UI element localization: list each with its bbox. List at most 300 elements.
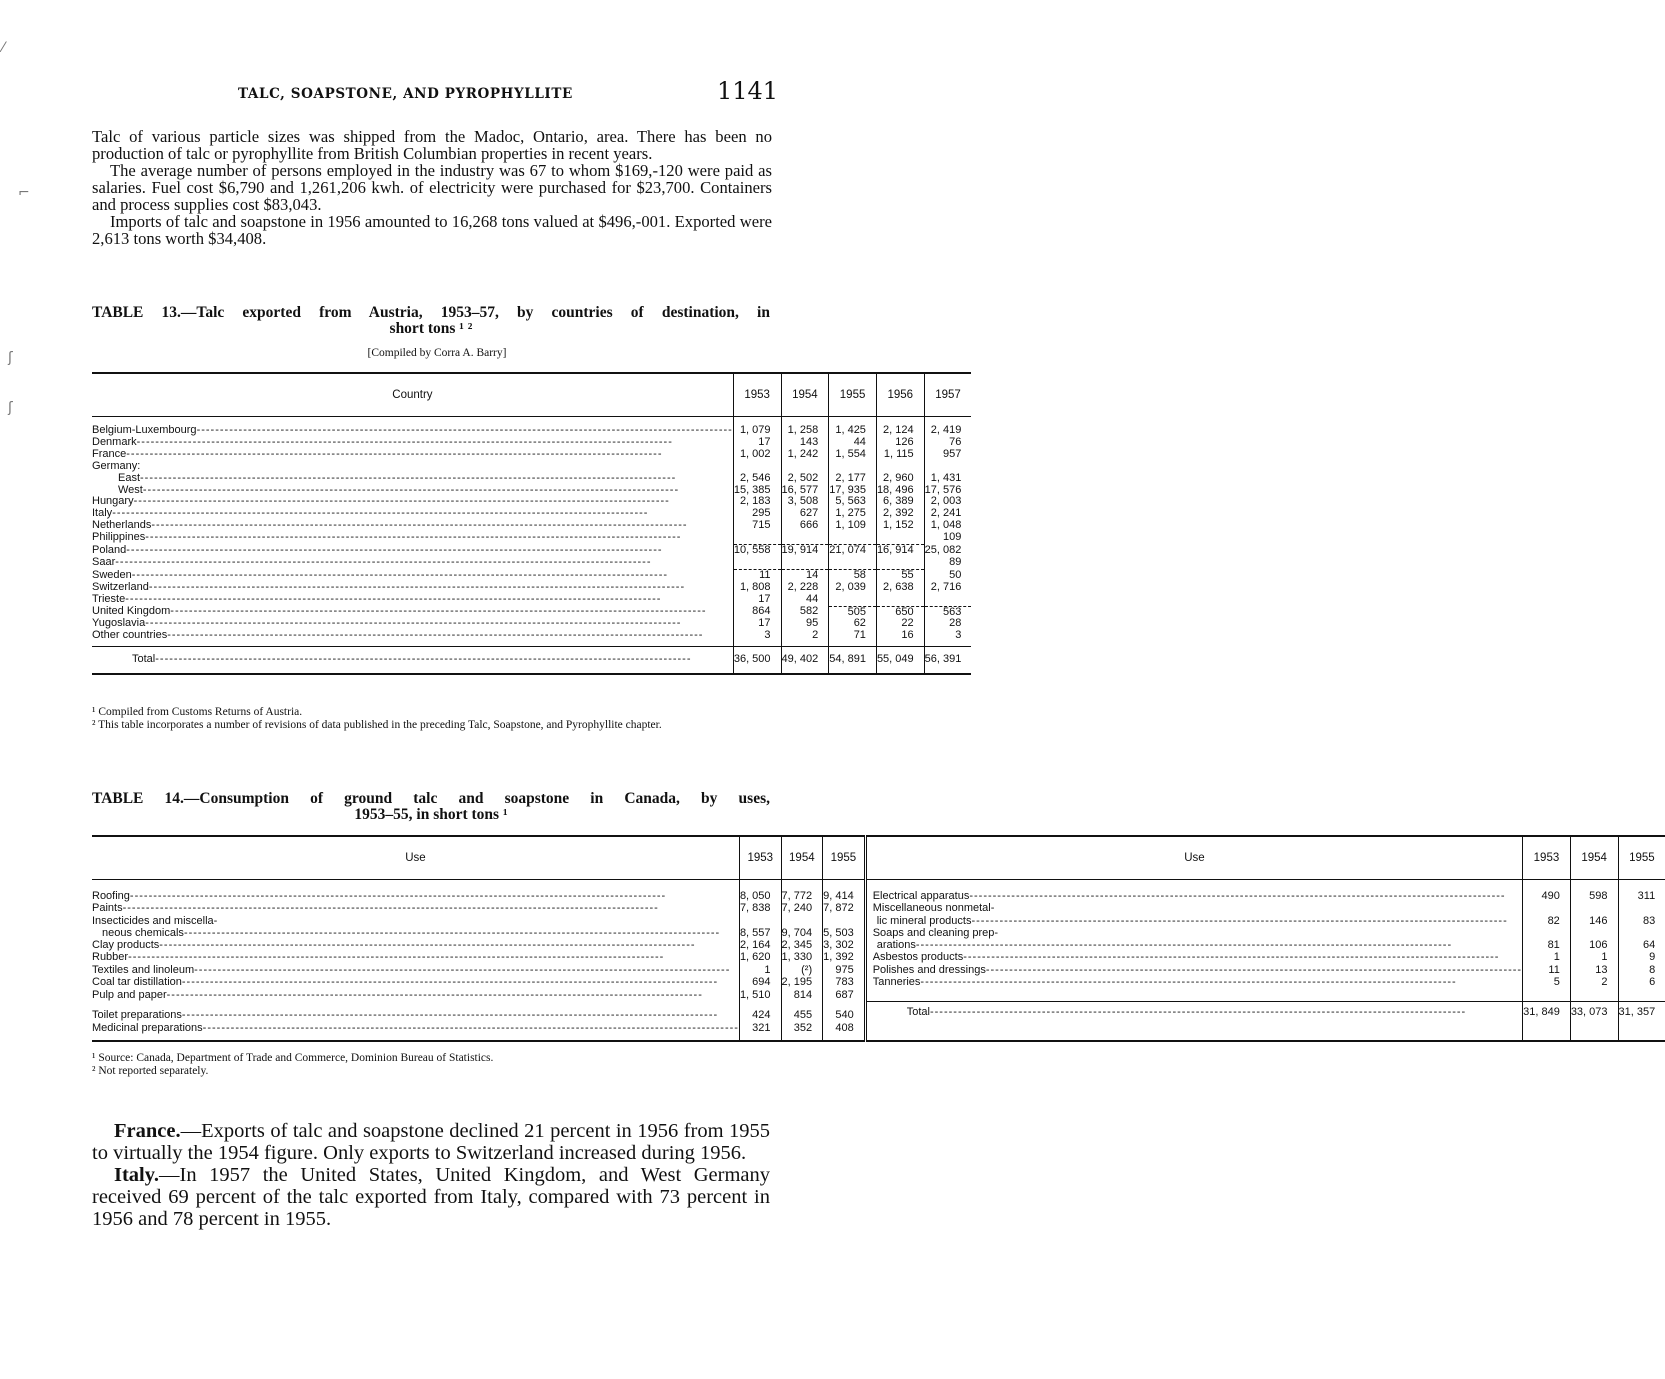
- value-cell: [1570, 902, 1618, 914]
- value-cell: 16: [876, 630, 924, 642]
- value-cell: 19, 914: [781, 545, 829, 557]
- row-label-text: lic mineral products: [876, 914, 972, 927]
- value-cell: 44: [829, 437, 877, 449]
- table13: [92, 372, 971, 675]
- value-cell: [733, 557, 781, 569]
- total-label: [92, 647, 733, 675]
- row-label-text: Saar: [92, 556, 116, 569]
- row-label-text: Belgium-Luxembourg: [92, 424, 197, 436]
- value-cell: 408: [823, 1022, 866, 1034]
- row-label: [92, 927, 739, 939]
- dot-leader: [115, 557, 733, 569]
- value-cell: 975: [823, 964, 866, 976]
- table-row: [92, 915, 1665, 927]
- row-label: [92, 964, 739, 976]
- footnote: ² Not reported separately.: [92, 1064, 209, 1077]
- value-cell: [1570, 927, 1618, 939]
- value-cell: 563: [924, 606, 971, 618]
- row-label-text: Yugoslavia: [92, 617, 146, 630]
- column-header: 1953: [1523, 836, 1571, 880]
- value-cell: 16, 577: [781, 485, 829, 497]
- value-cell: [739, 915, 781, 927]
- spacer-cell: [739, 1034, 781, 1041]
- row-label: [92, 532, 733, 544]
- footnote: ¹ Source: Canada, Department of Trade and Commerce, Dominion Bureau of Statistics.: [92, 1052, 494, 1064]
- value-cell: 3: [733, 630, 781, 642]
- value-cell: 95: [781, 618, 829, 630]
- value-cell: 540: [823, 1001, 866, 1022]
- row-label-text: neous chemicals: [102, 926, 184, 939]
- row-label-text: Insecticides and miscella-: [92, 914, 218, 927]
- value-cell: 22: [876, 618, 924, 630]
- france-heading: France.: [114, 1120, 181, 1142]
- spacer-cell: [865, 880, 1522, 891]
- value-cell: 2, 546: [733, 473, 781, 485]
- value-cell: 17: [733, 618, 781, 630]
- value-cell: 10, 558: [733, 545, 781, 557]
- row-label: [865, 927, 1522, 939]
- dot-leader: [155, 654, 733, 666]
- value-cell: 1: [1523, 951, 1571, 963]
- row-label-text: Paints: [92, 902, 123, 915]
- value-cell: 89: [924, 557, 971, 569]
- table-row: [92, 532, 971, 544]
- value-cell: 21, 074: [829, 545, 877, 557]
- value-cell: 1, 002: [733, 449, 781, 461]
- value-cell: 957: [924, 449, 971, 461]
- table-row: [92, 988, 1665, 1001]
- table13-caption: [92, 305, 770, 337]
- intro-paragraph: Talc of various particle sizes was shipped from the Madoc, Ontario, area. There has been no production of talc or pyrophyllite from British Columbian properties in recent years.: [92, 127, 772, 163]
- value-cell: [1618, 902, 1665, 914]
- table-row: [92, 630, 971, 642]
- row-label-text: Switzerland: [92, 580, 149, 593]
- value-cell: [1523, 988, 1571, 1001]
- spacer-row: [92, 1034, 1665, 1041]
- table-row: [92, 545, 971, 557]
- value-cell: 17: [733, 594, 781, 606]
- value-cell: 9, 704: [781, 927, 823, 939]
- row-label: [92, 520, 733, 532]
- value-cell: 321: [739, 1022, 781, 1034]
- value-cell: 1: [1570, 951, 1618, 963]
- column-header: 1955: [1618, 836, 1665, 880]
- value-cell: 1, 275: [829, 508, 877, 520]
- value-cell: 18, 496: [876, 485, 924, 497]
- value-cell: 2, 241: [924, 508, 971, 520]
- value-cell: [1523, 927, 1571, 939]
- value-cell: 598: [1570, 890, 1618, 902]
- value-cell: 2, 392: [876, 508, 924, 520]
- value-cell: 6, 389: [876, 496, 924, 508]
- column-header: 1955: [829, 373, 877, 417]
- footnote: ¹ Compiled from Customs Returns of Austria.: [92, 706, 303, 718]
- value-cell: [876, 461, 924, 473]
- value-cell: 5, 563: [829, 496, 877, 508]
- row-label: [92, 449, 733, 461]
- footnote: ² This table incorporates a number of revisions of data published in the preceding Talc, Soapstone, and Pyrophyllite chapter.: [92, 718, 662, 731]
- dot-leader: [971, 915, 1522, 927]
- row-label: [92, 557, 733, 569]
- row-label: [92, 902, 739, 914]
- value-cell: 1, 109: [829, 520, 877, 532]
- row-label-text: United Kingdom: [92, 605, 171, 618]
- dot-leader: [145, 532, 733, 544]
- value-cell: 352: [781, 1022, 823, 1034]
- row-label-text: Total: [132, 653, 156, 666]
- row-label-text: Italy: [92, 507, 113, 520]
- table13-header-row: [92, 373, 971, 417]
- row-label: [92, 594, 733, 606]
- value-cell: [829, 557, 877, 569]
- value-cell: 650: [876, 606, 924, 618]
- value-cell: 1, 152: [876, 520, 924, 532]
- value-cell: 143: [781, 437, 829, 449]
- spacer-cell: [823, 880, 866, 891]
- spacer-cell: [92, 880, 739, 891]
- value-cell: [1570, 1022, 1618, 1034]
- value-cell: 814: [781, 988, 823, 1001]
- value-cell: 82: [1523, 915, 1571, 927]
- dot-leader: [126, 545, 733, 557]
- spacer-cell: [781, 880, 823, 891]
- value-cell: 627: [781, 508, 829, 520]
- spacer-cell: [823, 1034, 866, 1041]
- value-cell: 17: [733, 437, 781, 449]
- spacer-cell: [1523, 1034, 1571, 1041]
- value-cell: 109: [924, 532, 971, 544]
- value-cell: 71: [829, 630, 877, 642]
- column-header: 1954: [1570, 836, 1618, 880]
- dot-leader: [182, 976, 739, 988]
- value-cell: [781, 532, 829, 544]
- margin-scan-mark: ⁄: [2, 40, 5, 56]
- row-label: [92, 473, 733, 485]
- value-cell: [1523, 1022, 1571, 1034]
- table-row: [92, 951, 1665, 963]
- table-row: [92, 927, 1665, 939]
- value-cell: (²): [781, 964, 823, 976]
- dot-leader: [194, 964, 739, 976]
- table14-caption-line1: TABLE 14.—Consumption of ground talc and soapstone in Canada, by uses,: [92, 790, 770, 807]
- dot-leader: [159, 939, 739, 951]
- table13-footnotes: [92, 706, 772, 731]
- spacer-cell: [865, 1034, 1522, 1041]
- value-cell: 6: [1618, 976, 1665, 988]
- value-cell: 49, 402: [781, 647, 829, 675]
- value-cell: 783: [823, 976, 866, 988]
- value-cell: 1, 431: [924, 473, 971, 485]
- value-cell: [1523, 902, 1571, 914]
- value-cell: 2, 638: [876, 582, 924, 594]
- spacer-cell: [92, 1034, 739, 1041]
- table-row: [92, 976, 1665, 988]
- table14-footnotes: [92, 1052, 772, 1077]
- margin-scan-mark: ʃ: [8, 400, 13, 416]
- value-cell: 106: [1570, 939, 1618, 951]
- value-cell: 5: [1523, 976, 1571, 988]
- value-cell: [876, 594, 924, 606]
- table-row: [92, 461, 971, 473]
- value-cell: 11: [1523, 964, 1571, 976]
- table-row: [92, 594, 971, 606]
- value-cell: [876, 557, 924, 569]
- value-cell: 2, 419: [924, 425, 971, 437]
- value-cell: 54, 891: [829, 647, 877, 675]
- value-cell: 295: [733, 508, 781, 520]
- value-cell: [823, 915, 866, 927]
- value-cell: 146: [1570, 915, 1618, 927]
- dot-leader: [126, 449, 733, 461]
- value-cell: 505: [829, 606, 877, 618]
- row-label: [92, 1001, 739, 1022]
- spacer-cell: [1523, 880, 1571, 891]
- value-cell: 1: [739, 964, 781, 976]
- spacer-row: [92, 880, 1665, 891]
- value-cell: [1618, 988, 1665, 1001]
- value-cell: 36, 500: [733, 647, 781, 675]
- table-row: [92, 449, 971, 461]
- value-cell: 2: [1570, 976, 1618, 988]
- table-row: [92, 582, 971, 594]
- dot-leader: [930, 1006, 1522, 1018]
- value-cell: 31, 357: [1618, 1001, 1665, 1022]
- column-header: 1953: [733, 373, 781, 417]
- value-cell: 3, 302: [823, 939, 866, 951]
- value-cell: 694: [739, 976, 781, 988]
- value-cell: 55: [876, 569, 924, 581]
- table-row: [92, 939, 1665, 951]
- row-label: [865, 890, 1522, 902]
- table14-header-row: [92, 836, 1665, 880]
- value-cell: [1618, 927, 1665, 939]
- value-cell: 17, 576: [924, 485, 971, 497]
- value-cell: 1, 392: [823, 951, 866, 963]
- row-label-text: Trieste: [92, 592, 126, 605]
- value-cell: 2, 195: [781, 976, 823, 988]
- table-row: [92, 902, 1665, 914]
- spacer-cell: [1570, 880, 1618, 891]
- row-label-text: Hungary: [92, 495, 134, 508]
- row-label: [92, 915, 739, 927]
- value-cell: 31, 849: [1523, 1001, 1571, 1022]
- column-header: 1956: [876, 373, 924, 417]
- value-cell: 25, 082: [924, 545, 971, 557]
- dot-leader: [182, 1009, 739, 1021]
- column-header: Country: [92, 373, 733, 417]
- dot-leader: [167, 989, 739, 1001]
- row-label-text: Medicinal preparations: [92, 1021, 203, 1034]
- value-cell: [781, 557, 829, 569]
- value-cell: 2, 177: [829, 473, 877, 485]
- value-cell: 2: [781, 630, 829, 642]
- value-cell: 2, 228: [781, 582, 829, 594]
- margin-scan-mark: ⌐: [18, 185, 30, 201]
- value-cell: 17, 935: [829, 485, 877, 497]
- table-row: [92, 1022, 1665, 1034]
- value-cell: 7, 772: [781, 890, 823, 902]
- value-cell: 55, 049: [876, 647, 924, 675]
- dot-leader: [132, 570, 733, 582]
- value-cell: 490: [1523, 890, 1571, 902]
- value-cell: 14: [781, 569, 829, 581]
- italy-heading: Italy.: [114, 1164, 159, 1186]
- row-label: [865, 976, 1522, 988]
- row-label-text: Tanneries: [872, 976, 921, 989]
- value-cell: 2, 003: [924, 496, 971, 508]
- row-label-text: West: [118, 483, 143, 496]
- value-cell: 2, 039: [829, 582, 877, 594]
- value-cell: 15, 385: [733, 485, 781, 497]
- value-cell: 8: [1618, 964, 1665, 976]
- value-cell: 1, 425: [829, 425, 877, 437]
- value-cell: 1, 048: [924, 520, 971, 532]
- row-label: [92, 1022, 739, 1034]
- value-cell: 666: [781, 520, 829, 532]
- row-label: [865, 902, 1522, 914]
- value-cell: 1, 554: [829, 449, 877, 461]
- value-cell: [924, 461, 971, 473]
- column-header: 1954: [781, 836, 823, 880]
- value-cell: 2, 502: [781, 473, 829, 485]
- value-cell: 7, 838: [739, 902, 781, 914]
- italy-text: —In 1957 the United States, United Kingdom, and West Germany received 69 percent of the talc exported from Italy, compared with 73 percent in 1956 and 78 percent in 1955.: [92, 1164, 770, 1230]
- spacer-cell: [1618, 1034, 1665, 1041]
- value-cell: 1, 242: [781, 449, 829, 461]
- value-cell: [924, 594, 971, 606]
- table-row: [92, 520, 971, 532]
- value-cell: [829, 532, 877, 544]
- spacer-cell: [1618, 880, 1665, 891]
- value-cell: 8, 557: [739, 927, 781, 939]
- value-cell: 864: [733, 606, 781, 618]
- table14-caption: [92, 791, 770, 823]
- value-cell: 11: [733, 569, 781, 581]
- value-cell: 5, 503: [823, 927, 866, 939]
- value-cell: 2, 960: [876, 473, 924, 485]
- value-cell: 1, 115: [876, 449, 924, 461]
- intro-paragraph: The average number of persons employed in the industry was 67 to whom $169,-120 were paid as salaries. Fuel cost $6,790 and 1,261,206 kwh. of electricity were purchased for $23,700. Containers and process supplies cost $83,043.: [92, 161, 772, 214]
- row-label: [865, 1001, 1522, 1022]
- value-cell: 50: [924, 569, 971, 581]
- value-cell: 7, 872: [823, 902, 866, 914]
- table13-caption-line2: short tons ¹ ²: [389, 320, 473, 337]
- value-cell: 1, 808: [733, 582, 781, 594]
- value-cell: [829, 594, 877, 606]
- value-cell: 3: [924, 630, 971, 642]
- value-cell: 3, 508: [781, 496, 829, 508]
- row-label-text: Textiles and linoleum: [92, 963, 195, 976]
- value-cell: 64: [1618, 939, 1665, 951]
- value-cell: 2, 183: [733, 496, 781, 508]
- table14-caption-line2: 1953–55, in short tons ¹: [354, 806, 508, 823]
- value-cell: 715: [733, 520, 781, 532]
- spacer-cell: [739, 880, 781, 891]
- dot-leader: [125, 594, 733, 606]
- column-header: 1955: [823, 836, 866, 880]
- row-label: [92, 988, 739, 1001]
- row-label-text: Roofing: [92, 890, 130, 902]
- dot-leader: [151, 520, 733, 532]
- value-cell: 62: [829, 618, 877, 630]
- france-paragraph: [92, 1120, 770, 1164]
- value-cell: 81: [1523, 939, 1571, 951]
- value-cell: [1618, 1022, 1665, 1034]
- row-label: [92, 569, 733, 581]
- value-cell: 9, 414: [823, 890, 866, 902]
- row-label-text: Coal tar distillation: [92, 976, 182, 989]
- value-cell: 13: [1570, 964, 1618, 976]
- value-cell: 16, 914: [876, 545, 924, 557]
- dot-leader: [184, 927, 739, 939]
- row-label-text: Soaps and cleaning prep-: [872, 926, 999, 939]
- value-cell: [733, 532, 781, 544]
- value-cell: 311: [1618, 890, 1665, 902]
- column-header: 1953: [739, 836, 781, 880]
- table-row: [92, 569, 971, 581]
- country-sections: [92, 1120, 770, 1230]
- row-label: [865, 1022, 1522, 1034]
- value-cell: 424: [739, 1001, 781, 1022]
- dot-leader: [140, 473, 733, 485]
- spacer-cell: [1570, 1034, 1618, 1041]
- row-label: [865, 951, 1522, 963]
- value-cell: 83: [1618, 915, 1665, 927]
- dot-leader: [130, 890, 739, 902]
- table-row: [92, 1001, 1665, 1022]
- row-label-text: Netherlands: [92, 519, 152, 532]
- dot-leader: [128, 951, 739, 963]
- row-label-text: Philippines: [92, 531, 146, 544]
- running-title: TALC, SOAPSTONE, AND PYROPHYLLITE: [238, 86, 573, 102]
- row-label: [92, 545, 733, 557]
- row-label-text: Rubber: [92, 951, 129, 964]
- value-cell: 76: [924, 437, 971, 449]
- value-cell: 9: [1618, 951, 1665, 963]
- row-label: [92, 630, 733, 642]
- intro-text: [92, 128, 772, 247]
- value-cell: 56, 391: [924, 647, 971, 675]
- value-cell: 1, 620: [739, 951, 781, 963]
- value-cell: 2, 164: [739, 939, 781, 951]
- table-row: [92, 890, 1665, 902]
- dot-leader: [986, 964, 1522, 976]
- row-label: [92, 976, 739, 988]
- value-cell: 1, 079: [733, 425, 781, 437]
- value-cell: [829, 461, 877, 473]
- row-label: [865, 939, 1522, 951]
- table13-caption-line1: TABLE 13.—Talc exported from Austria, 1953–57, by countries of destination, in: [92, 304, 770, 321]
- row-label-text: France: [92, 447, 127, 460]
- value-cell: 8, 050: [739, 890, 781, 902]
- column-header: Use: [865, 836, 1522, 880]
- row-label-text: Electrical apparatus: [872, 890, 970, 902]
- spacer-cell: [781, 1034, 823, 1041]
- value-cell: 2, 124: [876, 425, 924, 437]
- value-cell: 687: [823, 988, 866, 1001]
- dot-leader: [167, 630, 733, 642]
- value-cell: [1570, 988, 1618, 1001]
- dot-leader: [123, 902, 739, 914]
- dot-leader: [170, 606, 733, 618]
- value-cell: 1, 258: [781, 425, 829, 437]
- table14: [92, 835, 1665, 1042]
- row-label: [92, 890, 739, 902]
- row-label-text: East: [118, 471, 141, 484]
- row-label: [92, 461, 733, 473]
- value-cell: [876, 532, 924, 544]
- row-label-text: Total: [906, 1005, 930, 1018]
